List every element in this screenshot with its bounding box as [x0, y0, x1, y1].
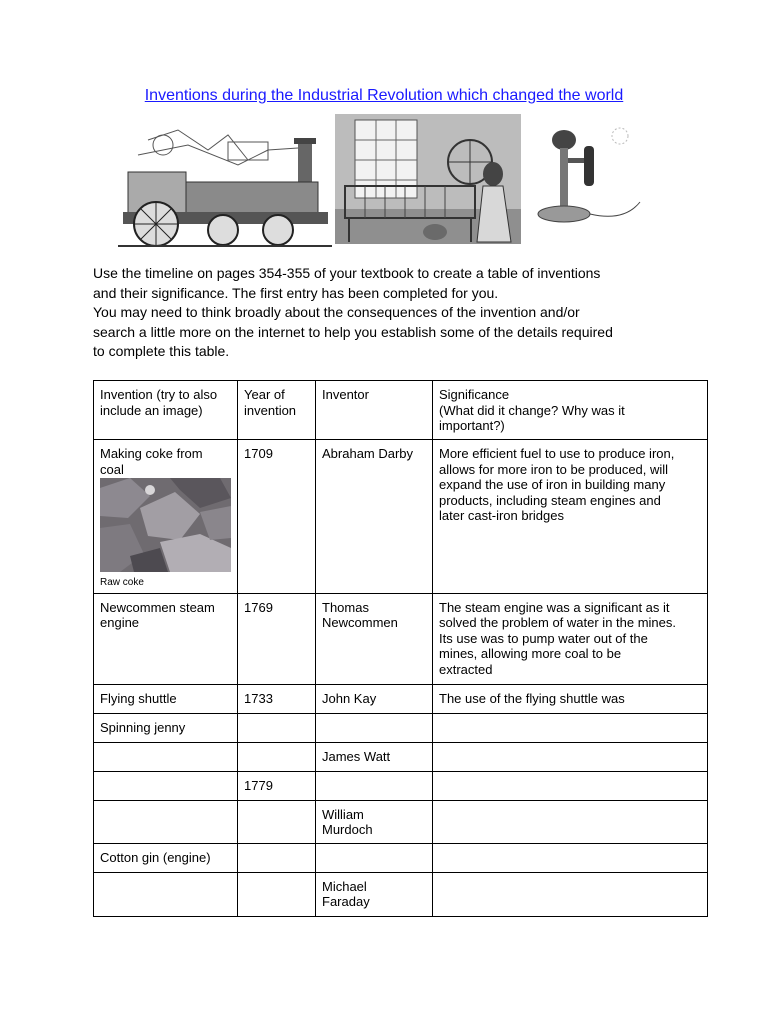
table-header-row [94, 381, 708, 440]
year-cell[interactable] [238, 800, 316, 843]
spinning-machine-illustration [335, 114, 521, 244]
significance-cell[interactable] [433, 742, 708, 771]
inventions-table [93, 380, 708, 917]
inventor-cell[interactable] [316, 771, 433, 800]
invention-cell[interactable]: Cotton gin (engine) [94, 843, 238, 872]
inventor-cell[interactable]: James Watt [316, 742, 433, 771]
header-invention: Invention (try to also include an image) [94, 381, 238, 440]
invention-cell[interactable]: Flying shuttle [94, 684, 238, 713]
significance-cell[interactable] [433, 713, 708, 742]
significance-cell[interactable]: The steam engine was a significant as it solved the problem of water in the mines. Its use was to pump water out of the mines, allowing more coal to be extracted [433, 593, 708, 684]
inventor-cell[interactable]: John Kay [316, 684, 433, 713]
telephone-illustration [524, 122, 644, 230]
year-cell[interactable] [238, 742, 316, 771]
page-title: Inventions during the Industrial Revolution which changed the world [144, 87, 624, 104]
inventor-cell[interactable]: Abraham Darby [316, 440, 433, 594]
instruction-line: Use the timeline on pages 354-355 of your textbook to create a table of inventions [93, 265, 601, 281]
inventor-cell[interactable]: William Murdoch [316, 800, 433, 843]
invention-cell[interactable]: Spinning jenny [94, 713, 238, 742]
year-cell[interactable]: 1733 [238, 684, 316, 713]
significance-cell[interactable] [433, 800, 708, 843]
year-cell[interactable] [238, 872, 316, 916]
instruction-line: to complete this table. [93, 343, 230, 359]
invention-cell[interactable] [94, 800, 238, 843]
table-row [94, 742, 708, 771]
invention-cell[interactable]: Newcommen steam engine [94, 593, 238, 684]
instruction-line: You may need to think broadly about the consequences of the invention and/or [93, 304, 580, 320]
year-cell[interactable]: 1769 [238, 593, 316, 684]
locomotive-illustration [118, 120, 332, 250]
inventor-cell[interactable] [316, 843, 433, 872]
table-row [94, 713, 708, 742]
invention-cell[interactable] [94, 440, 238, 594]
significance-cell[interactable]: The use of the flying shuttle was [433, 684, 708, 713]
raw-coke-image [100, 478, 231, 572]
invention-cell[interactable] [94, 771, 238, 800]
inventor-cell[interactable]: Michael Faraday [316, 872, 433, 916]
inventor-cell[interactable] [316, 713, 433, 742]
year-cell[interactable]: 1709 [238, 440, 316, 594]
invention-cell[interactable] [94, 742, 238, 771]
year-cell[interactable] [238, 843, 316, 872]
table-row [94, 771, 708, 800]
instructions-paragraph [93, 264, 683, 362]
significance-cell[interactable] [433, 771, 708, 800]
table-row [94, 440, 708, 594]
header-significance: Significance (What did it change? Why was it important?) [433, 381, 708, 440]
header-year: Year of invention [238, 381, 316, 440]
table-row [94, 843, 708, 872]
header-inventor: Inventor [316, 381, 433, 440]
table-row [94, 872, 708, 916]
invention-text: Making coke from coal [100, 446, 203, 477]
invention-cell[interactable] [94, 872, 238, 916]
image-caption: Raw coke [100, 576, 144, 588]
year-cell[interactable] [238, 713, 316, 742]
significance-cell[interactable] [433, 872, 708, 916]
significance-cell[interactable]: More efficient fuel to use to produce iron, allows for more iron to be produced, will expand the use of iron in building many products, including steam engines and later cast-iron bridges [433, 440, 708, 594]
table-row [94, 800, 708, 843]
significance-cell[interactable] [433, 843, 708, 872]
inventor-cell[interactable]: Thomas Newcommen [316, 593, 433, 684]
table-row [94, 684, 708, 713]
year-cell[interactable]: 1779 [238, 771, 316, 800]
table-row [94, 593, 708, 684]
instruction-line: and their significance. The first entry has been completed for you. [93, 284, 499, 301]
instruction-line: search a little more on the internet to help you establish some of the details required [93, 323, 613, 340]
